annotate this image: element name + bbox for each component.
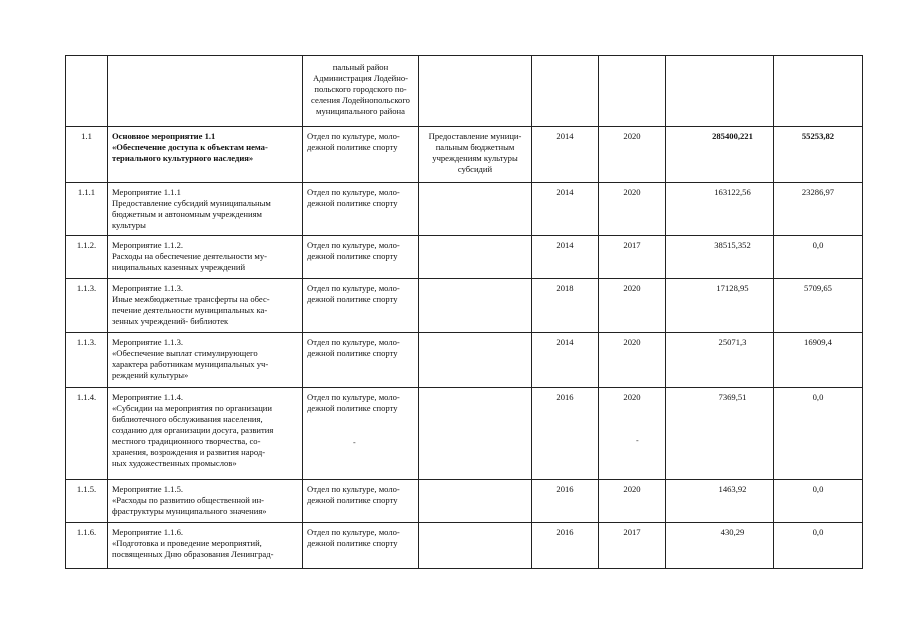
end-year: 2020: [599, 127, 666, 183]
total-amount: 7369,51: [666, 388, 774, 480]
table-row: [66, 480, 863, 523]
activity-name: [108, 388, 303, 480]
expected-result-line: пальным бюджетным: [435, 142, 515, 152]
activity-name-line: местного традиционного творчества, со-: [112, 436, 261, 446]
table-row: [66, 279, 863, 333]
activity-name: [108, 279, 303, 333]
activity-name: [108, 183, 303, 236]
activity-name-line: бюджетным и автономным учреждениям: [112, 209, 262, 219]
responsible: [303, 480, 419, 523]
responsible: [303, 333, 419, 388]
total-amount: 17128,95: [666, 279, 774, 333]
year-amount: 16909,4: [774, 333, 863, 388]
activity-name-line: Расходы на обеспечение деятельности му-: [112, 251, 268, 261]
total-amount: 430,29: [666, 523, 774, 569]
activity-name-line: ных художественных промыслов»: [112, 458, 237, 468]
start-year: 2014: [532, 236, 599, 279]
activity-name: [108, 523, 303, 569]
activity-name: [108, 333, 303, 388]
year-amount: 0,0: [774, 480, 863, 523]
responsible: [303, 388, 419, 480]
expected-result-line: Предоставление муници-: [428, 131, 522, 141]
responsible-line: Отдел по культуре, моло-: [307, 240, 400, 250]
responsible-cell: [303, 56, 419, 127]
expected-result: [419, 388, 532, 480]
total-amount: 25071,3: [666, 333, 774, 388]
expected-result-line: субсидий: [457, 164, 493, 174]
responsible-line: дежной политике спорту: [307, 198, 398, 208]
activity-name-line: «Субсидии на мероприятия по организации: [112, 403, 272, 413]
activity-name-line: ниципальных казенных учреждений: [112, 262, 246, 272]
expected-result: [419, 183, 532, 236]
activity-name-line: культуры: [112, 220, 146, 230]
activity-name-line: фраструктуры муниципального значения»: [112, 506, 267, 516]
table-row: [66, 183, 863, 236]
start-year: 2016: [532, 480, 599, 523]
activity-name-line: характера работникам муниципальных уч-: [112, 359, 269, 369]
responsible: [303, 279, 419, 333]
scan-mark: -: [636, 436, 639, 445]
activity-name-line: Предоставление субсидий муниципальным: [112, 198, 271, 208]
responsible-line: пальный район: [332, 62, 389, 72]
start-year: 2014: [532, 333, 599, 388]
activity-name-line: Мероприятие 1.1.5.: [112, 484, 184, 494]
end-year: 2017: [599, 523, 666, 569]
end-year-cell: [599, 56, 666, 127]
expected-result: [419, 333, 532, 388]
activity-name-line: печение деятельности муниципальных ка-: [112, 305, 268, 315]
activity-name-line: «Обеспечение выплат стимулирующего: [112, 348, 258, 358]
responsible-line: дежной политике спорту: [307, 251, 398, 261]
end-year: 2017: [599, 236, 666, 279]
table-row: [66, 388, 863, 480]
activity-name-line: Мероприятие 1.1.3.: [112, 283, 184, 293]
table-row-continued: [66, 56, 863, 127]
row-number: 1.1.4.: [66, 388, 108, 480]
activity-name-line: Мероприятие 1.1.3.: [112, 337, 184, 347]
year-amount: 55253,82: [774, 127, 863, 183]
end-year: 2020: [599, 388, 666, 480]
row-number: 1.1.6.: [66, 523, 108, 569]
responsible-line: Отдел по культуре, моло-: [307, 187, 400, 197]
activity-name-line: посвященных Дню образования Ленинград-: [112, 549, 274, 559]
total-amount: 1463,92: [666, 480, 774, 523]
activity-name-line: библиотечного обслуживания населения,: [112, 414, 263, 424]
year-amount: 0,0: [774, 236, 863, 279]
activity-name-line: реждений культуры»: [112, 370, 189, 380]
responsible-line: дежной политике спорту: [307, 403, 398, 413]
total-amount: 38515,352: [666, 236, 774, 279]
responsible-line: дежной политике спорту: [307, 294, 398, 304]
row-number: 1.1.3.: [66, 333, 108, 388]
end-year: 2020: [599, 183, 666, 236]
expected-result: [419, 480, 532, 523]
expected-result: [419, 127, 532, 183]
year-amount-cell: [774, 56, 863, 127]
responsible-line: Отдел по культуре, моло-: [307, 283, 400, 293]
activity-name-line: зенных учреждений- библиотек: [112, 316, 229, 326]
activity-name-line: Мероприятие 1.1.1: [112, 187, 181, 197]
responsible-line: дежной политике спорту: [307, 142, 398, 152]
total-cell: [666, 56, 774, 127]
expected-result-line: учреждениям культуры: [432, 153, 518, 163]
start-year: 2018: [532, 279, 599, 333]
year-amount: 5709,65: [774, 279, 863, 333]
expected-result: [419, 279, 532, 333]
program-table: [65, 55, 863, 569]
expected-result: [419, 236, 532, 279]
start-year-cell: [532, 56, 599, 127]
activity-name-line: «Обеспечение доступа к объектам нема-: [112, 142, 268, 152]
row-number: 1.1.5.: [66, 480, 108, 523]
end-year: 2020: [599, 279, 666, 333]
activity-name-line: Мероприятие 1.1.6.: [112, 527, 184, 537]
responsible: [303, 183, 419, 236]
responsible-line: Администрация Лодейно-: [312, 73, 409, 83]
responsible-line: Отдел по культуре, моло-: [307, 392, 400, 402]
activity-name-line: созданию для организации досуга, развития: [112, 425, 274, 435]
end-year: 2020: [599, 333, 666, 388]
activity-name-line: «Подготовка и проведение мероприятий,: [112, 538, 262, 548]
start-year: 2014: [532, 127, 599, 183]
responsible-line: муниципального района: [316, 106, 405, 116]
result-cell: [419, 56, 532, 127]
total-amount: 163122,56: [666, 183, 774, 236]
start-year: 2016: [532, 388, 599, 480]
responsible-line: дежной политике спорту: [307, 538, 398, 548]
responsible-line: Отдел по культуре, моло-: [307, 527, 400, 537]
end-year: 2020: [599, 480, 666, 523]
responsible-line: селения Лодейнопольского: [311, 95, 410, 105]
responsible-line: дежной политике спорту: [307, 348, 398, 358]
responsible-line: Отдел по культуре, моло-: [307, 484, 400, 494]
start-year: 2016: [532, 523, 599, 569]
total-amount: 285400,221: [666, 127, 774, 183]
responsible: [303, 236, 419, 279]
activity-name-line: Иные межбюджетные трансферты на обес-: [112, 294, 270, 304]
activity-name: [108, 236, 303, 279]
name-cell: [108, 56, 303, 127]
row-number: 1.1.2.: [66, 236, 108, 279]
year-amount: 0,0: [774, 523, 863, 569]
activity-name-line: «Расходы по развитию общественной ин-: [112, 495, 265, 505]
activity-name-line: Основное мероприятие 1.1: [112, 131, 216, 141]
start-year: 2014: [532, 183, 599, 236]
activity-name: [108, 480, 303, 523]
row-number: 1.1.3.: [66, 279, 108, 333]
activity-name-line: Мероприятие 1.1.2.: [112, 240, 184, 250]
table-row: [66, 333, 863, 388]
row-number: 1.1: [66, 127, 108, 183]
expected-result: [419, 523, 532, 569]
table-row: [66, 523, 863, 569]
responsible-line: Отдел по культуре, моло-: [307, 131, 400, 141]
year-amount: 23286,97: [774, 183, 863, 236]
responsible: [303, 127, 419, 183]
scan-mark: -: [353, 438, 356, 447]
activity-name-line: хранения, возрождения и развития народ-: [112, 447, 266, 457]
responsible-line: польского городского по-: [314, 84, 407, 94]
activity-name-line: Мероприятие 1.1.4.: [112, 392, 184, 402]
row-number: 1.1.1: [66, 183, 108, 236]
table-row: [66, 127, 863, 183]
responsible-line: дежной политике спорту: [307, 495, 398, 505]
activity-name-line: териального культурного наследия»: [112, 153, 254, 163]
activity-name: [108, 127, 303, 183]
table-row: [66, 236, 863, 279]
year-amount: 0,0: [774, 388, 863, 480]
responsible-line: Отдел по культуре, моло-: [307, 337, 400, 347]
num-cell: [66, 56, 108, 127]
responsible: [303, 523, 419, 569]
